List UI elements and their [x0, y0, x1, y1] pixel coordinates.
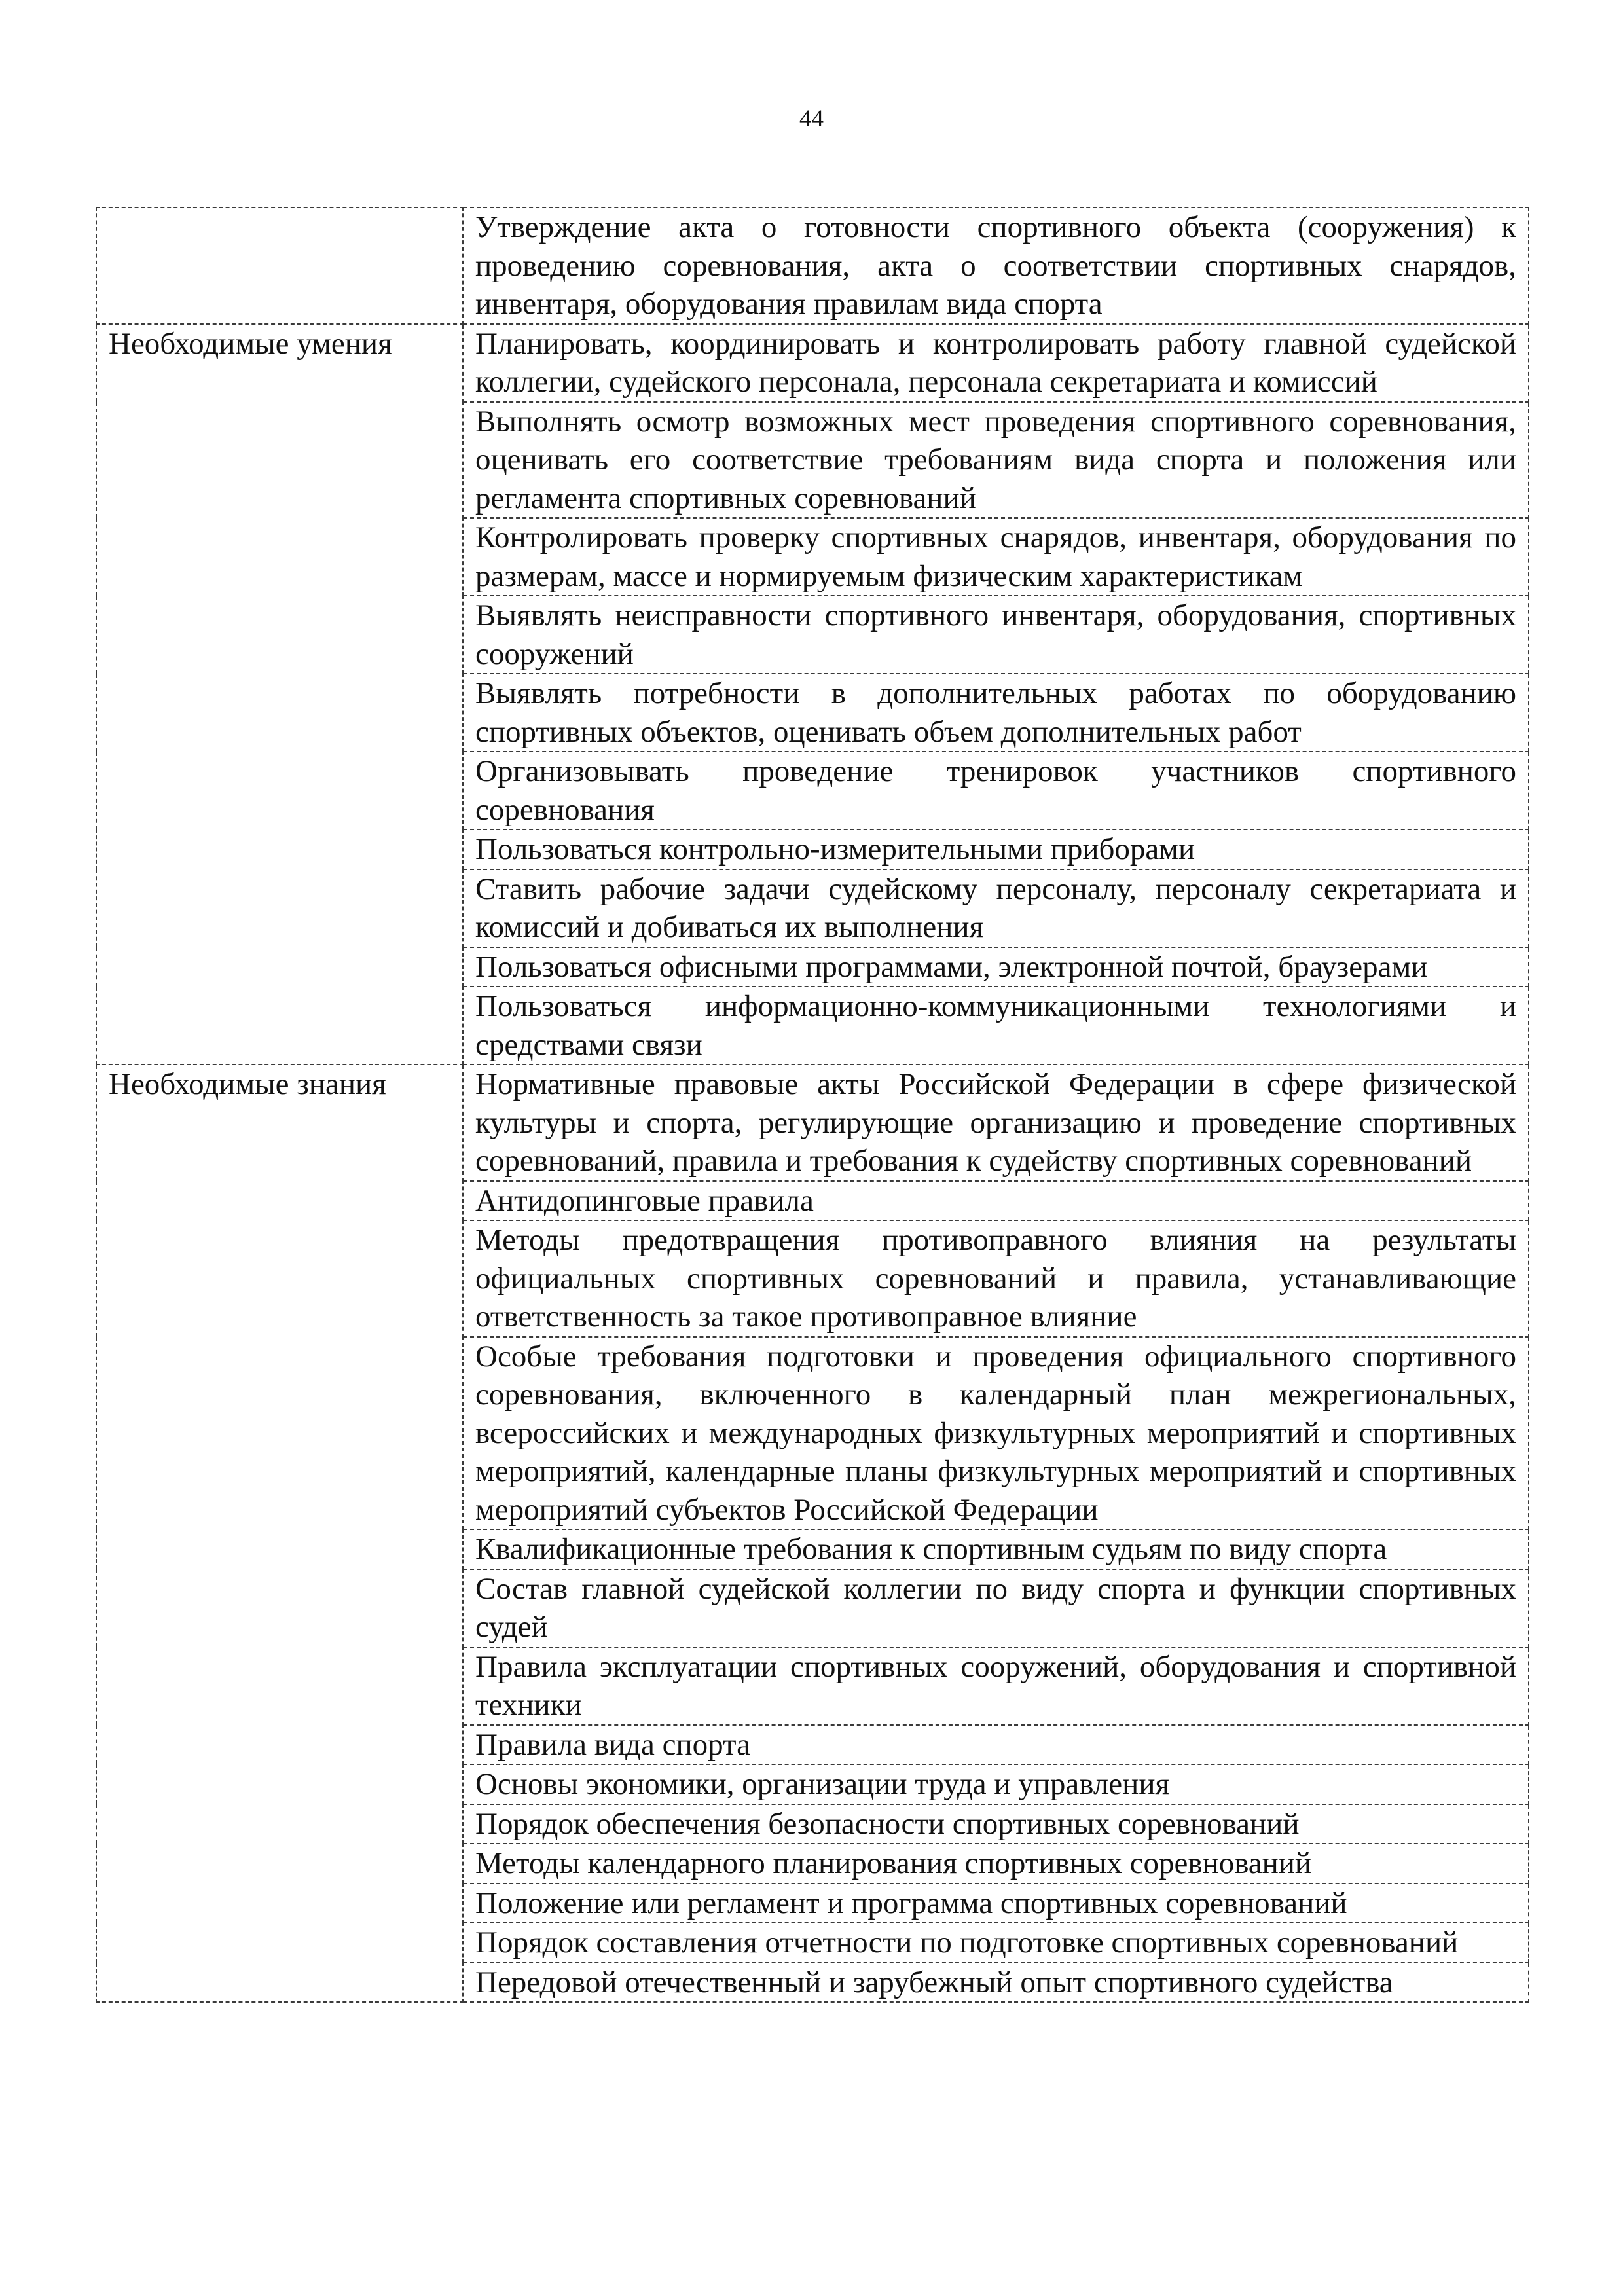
- row-text: Пользоваться информационно-коммуникационными технологиями и средствами связи: [463, 987, 1529, 1065]
- row-text: Организовывать проведение тренировок участников спортивного соревнования: [463, 752, 1529, 829]
- row-text: Передовой отечественный и зарубежный опыт спортивного судейства: [463, 1963, 1529, 2003]
- row-text: Выполнять осмотр возможных мест проведения спортивного соревнования, оценивать его соответствие требованиям вида спорта и положения или регламента спортивных соревнований: [463, 402, 1529, 519]
- requirements-table: [96, 207, 1529, 2003]
- row-text: Пользоваться контрольно-измерительными приборами: [463, 829, 1529, 869]
- table-row: [96, 208, 1529, 324]
- row-text: Правила эксплуатации спортивных сооружений, оборудования и спортивной техники: [463, 1647, 1529, 1725]
- row-text: Основы экономики, организации труда и управления: [463, 1764, 1529, 1804]
- table-row: [96, 1065, 1529, 1181]
- section-label-knowledge: Необходимые знания: [96, 1065, 463, 2002]
- section-label-skills: Необходимые умения: [96, 324, 463, 1065]
- row-text: Порядок составления отчетности по подготовке спортивных соревнований: [463, 1923, 1529, 1963]
- row-text: Антидопинговые правила: [463, 1181, 1529, 1221]
- row-text: Квалификационные требования к спортивным судьям по виду спорта: [463, 1529, 1529, 1569]
- row-text: Выявлять неисправности спортивного инвентаря, оборудования, спортивных сооружений: [463, 596, 1529, 674]
- row-text: Контролировать проверку спортивных снарядов, инвентаря, оборудования по размерам, массе и нормируемым физическим характеристикам: [463, 518, 1529, 596]
- row-text: Выявлять потребности в дополнительных работах по оборудованию спортивных объектов, оценивать объем дополнительных работ: [463, 674, 1529, 752]
- row-label-empty: [96, 208, 463, 324]
- row-text: Планировать, координировать и контролировать работу главной судейской коллегии, судейского персонала, персонала секретариата и комиссий: [463, 324, 1529, 402]
- row-text: Ставить рабочие задачи судейскому персоналу, персоналу секретариата и комиссий и добиваться их выполнения: [463, 869, 1529, 947]
- row-text: Состав главной судейской коллегии по виду спорта и функции спортивных судей: [463, 1569, 1529, 1647]
- row-text: Нормативные правовые акты Российской Федерации в сфере физической культуры и спорта, регулирующие организацию и проведение спортивных соревнований, правила и требования к судейству спортивных соревнований: [463, 1065, 1529, 1181]
- row-text: Правила вида спорта: [463, 1725, 1529, 1765]
- row-text: Порядок обеспечения безопасности спортивных соревнований: [463, 1804, 1529, 1844]
- row-text: Утверждение акта о готовности спортивного объекта (сооружения) к проведению соревнования, акта о соответствии спортивных снарядов, инвентаря, оборудования правилам вида спорта: [463, 208, 1529, 324]
- row-text: Методы предотвращения противоправного влияния на результаты официальных спортивных соревнований и правила, устанавливающие ответственность за такое противоправное влияние: [463, 1220, 1529, 1337]
- row-text: Пользоваться офисными программами, электронной почтой, браузерами: [463, 947, 1529, 987]
- table-row: [96, 324, 1529, 402]
- row-text: Особые требования подготовки и проведения официального спортивного соревнования, включенного в календарный план межрегиональных, всероссийских и международных физкультурных мероприятий и спортивных мероприятий, календарные планы физкультурных мероприятий и спортивных мероприятий субъектов Российской Федерации: [463, 1337, 1529, 1530]
- page-number: 44: [799, 105, 824, 132]
- row-text: Положение или регламент и программа спортивных соревнований: [463, 1884, 1529, 1923]
- row-text: Методы календарного планирования спортивных соревнований: [463, 1844, 1529, 1884]
